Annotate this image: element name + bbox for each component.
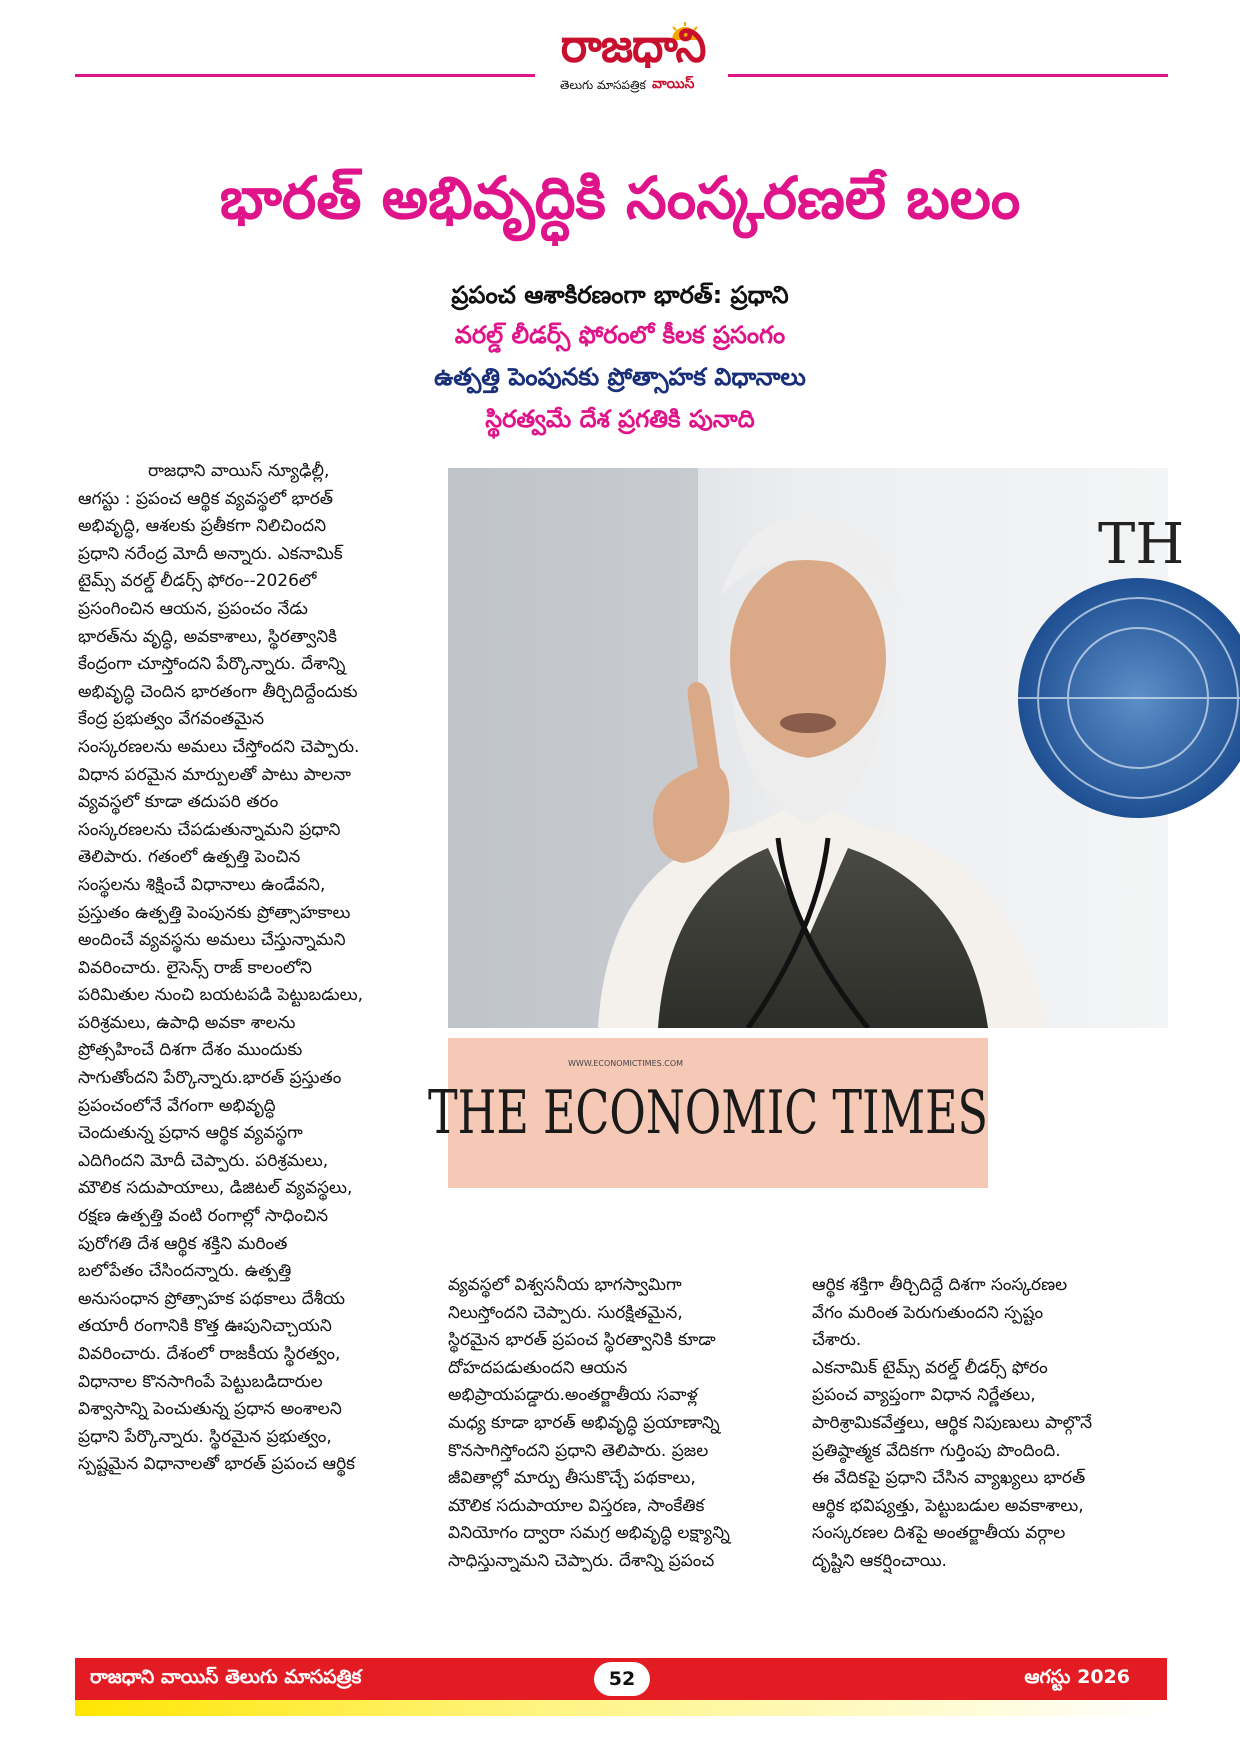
article-line: వ్యవస్థలో విశ్వసనీయ భాగస్వామిగా [448, 1275, 682, 1295]
article-line: సంస్కరణల దిశపై అంతర్జాతీయ వర్గాల [812, 1523, 1066, 1544]
article-line: అనుసంధాన ప్రోత్సాహక పథకాలు దేశీయ [78, 1288, 345, 1309]
column-1-text [78, 486, 426, 1479]
article-line: మధ్య కూడా భారత్ అభివృద్ధి ప్రయాణాన్ని [448, 1412, 720, 1433]
logo-voice: వాయిస్ [652, 76, 695, 92]
article-line: మౌలిక సదుపాయాలు, డిజిటల్ వ్యవస్థలు, [78, 1178, 353, 1199]
column-2-text [448, 1272, 798, 1576]
article-line: కేంద్ర ప్రభుత్వం వేగవంతమైన [78, 709, 265, 730]
article-line: వివరించారు. లైసెన్స్ రాజ్ కాలంలోని [78, 957, 312, 978]
article-line: సంస్కరణలను అమలు చేస్తోందని చెప్పారు. [78, 736, 360, 757]
article-line: సంస్కరణలను చేపడుతున్నామని ప్రధాని [78, 819, 341, 840]
article-column-3 [812, 1272, 1168, 1576]
article-line: పారిశ్రామికవేత్తలు, ఆర్థిక నిపుణులు పాల్గొనే [812, 1412, 1093, 1433]
banner-url: WWW.ECONOMICTIMES.COM [568, 1059, 684, 1068]
footer-accent [75, 1700, 1167, 1716]
article-line: టైమ్స్ వరల్డ్ లీడర్స్ ఫోరం--2026లో [78, 571, 317, 592]
article-line: చేశారు. [812, 1330, 862, 1351]
article-line: ప్రస్తుతం ఉత్పత్తి పెంపునకు ప్రోత్సాహకాలు [78, 902, 351, 923]
article-line: కొనసాగిస్తోందని ప్రధాని తెలిపారు. ప్రజల [448, 1440, 709, 1461]
article-line: రక్షణ ఉత్పత్తి వంటి రంగాల్లో సాధించిన [78, 1206, 329, 1227]
dateline: రాజధాని వాయిస్ న్యూఢిల్లీ, [148, 461, 330, 481]
article-line: పరిశ్రమలు, ఉపాధి అవకా శాలను [78, 1012, 296, 1033]
logo-subtitle: తెలుగు మాసపత్రిక [560, 78, 646, 92]
article-line: ఎదిగిందని మోదీ చెప్పారు. పరిశ్రమలు, [78, 1150, 329, 1171]
subhead-2: వరల్డ్ లీడర్స్ ఫోరంలో కీలక ప్రసంగం [454, 321, 786, 349]
subhead-4: స్థిరత్వమే దేశ ప్రగతికి పునాది [485, 405, 755, 433]
subhead-3: ఉత్పత్తి పెంపునకు ప్రోత్సాహక విధానాలు [434, 363, 806, 391]
article-line: పరిమితుల నుంచి బయటపడి పెట్టుబడులు, [78, 985, 364, 1006]
subhead-1: ప్రపంచ ఆశాకిరణంగా భారత్: ప్రధాని [451, 281, 789, 309]
article-line: దృష్టిని ఆకర్షించాయి. [812, 1550, 947, 1571]
headline: భారత్ అభివృద్ధికి సంస్కరణలే బలం [219, 164, 1021, 232]
article-line: బలోపేతం చేసిందన్నారు. ఉత్పత్తి [78, 1261, 292, 1282]
article-line: విధానాల కొనసాగింపే పెట్టుబడిదారుల [78, 1371, 323, 1392]
article-line: స్థిరమైన భారత్ ప్రపంచ స్థిరత్వానికి కూడా [448, 1330, 716, 1351]
masthead-rule-right [728, 74, 1168, 77]
article-line: ఈ వేదికపై ప్రధాని చేసిన వ్యాఖ్యలు భారత్ [812, 1468, 1086, 1489]
article-line: నిలుస్తోందని చెప్పారు. సురక్షితమైన, [448, 1302, 683, 1323]
article-line: ప్రధాని పేర్కొన్నారు. స్థిరమైన ప్రభుత్వం, [78, 1426, 332, 1447]
article-line: తెలిపారు. గతంలో ఉత్పత్తి పెంచిన [78, 847, 301, 868]
article-line: అందించే వ్యవస్థను అమలు చేస్తున్నామని [78, 930, 346, 951]
article-line: వ్యవస్థలో కూడా తదుపరి తరం [78, 792, 279, 813]
article-column-1 [78, 458, 426, 1479]
article-line: దోహదపడుతుందని ఆయన [448, 1357, 628, 1378]
article-line: స్పష్టమైన విధానాలతో భారత్ ప్రపంచ ఆర్థిక [78, 1454, 356, 1475]
article-line: సంస్థలను శిక్షించే విధానాలు ఉండేవని, [78, 874, 326, 895]
article-line: కేంద్రంగా చూస్తోందని పేర్కొన్నారు. దేశాన్ని [78, 654, 346, 675]
banner-text: THE ECONOMIC TIMES [428, 1078, 988, 1148]
article-line: ఎకనామిక్ టైమ్స్ వరల్డ్ లీడర్స్ ఫోరం [812, 1357, 1048, 1378]
article-line: ప్రోత్సహించే దిశగా దేశం ముందుకు [78, 1040, 303, 1061]
article-line: అభిప్రాయపడ్డారు.అంతర్జాతీయ సవాళ్ల [448, 1385, 698, 1406]
article-line: ప్రధాని నరేంద్ర మోదీ అన్నారు. ఎకనామిక్ [78, 543, 343, 564]
article-line: అభివృద్ధి చెందిన భారతంగా తీర్చిదిద్దేందుకు [78, 681, 358, 702]
article-line: పురోగతి దేశ ఆర్థిక శక్తిని మరింత [78, 1233, 288, 1254]
article-column-2 [448, 1272, 798, 1576]
page-number: 52 [594, 1662, 650, 1696]
article-line: మౌలిక సదుపాయాల విస్తరణ, సాంకేతిక [448, 1495, 705, 1516]
footer-publication: రాజధాని వాయిస్ తెలుగు మాసపత్రిక [90, 1666, 362, 1688]
article-line: ఆగస్టు : ప్రపంచ ఆర్థిక వ్యవస్థలో భారత్ [78, 488, 334, 509]
article-photo [428, 468, 1185, 1265]
article-line: వేగం మరింత పెరుగుతుందని స్పష్టం [812, 1302, 1044, 1323]
article-line: చెందుతున్న ప్రధాన ఆర్థిక వ్యవస్థగా [78, 1123, 303, 1144]
article-line: తయారీ రంగానికి కొత్త ఊపునిచ్చాయని [78, 1316, 332, 1337]
column-3-text [812, 1272, 1168, 1576]
article-line: ప్రతిష్ఠాత్మక వేదికగా గుర్తింపు పొందింది. [812, 1440, 1061, 1461]
article-line: ప్రపంచంలోనే వేగంగా అభివృద్ధి [78, 1095, 276, 1116]
masthead-rule-left [75, 74, 535, 77]
article-line: విధాన పరమైన మార్పులతో పాటు పాలనా [78, 764, 351, 785]
footer-date: ఆగస్టు 2026 [1024, 1666, 1130, 1688]
article-line: వినియోగం ద్వారా సమగ్ర అభివృద్ధి లక్ష్యాన్ని [448, 1523, 730, 1544]
article-line: ఆర్థిక శక్తిగా తీర్చిదిద్దే దిశగా సంస్కరణల [812, 1275, 1068, 1295]
article-line: సాధిస్తున్నామని చెప్పారు. దేశాన్ని ప్రపంచ [448, 1550, 715, 1571]
article-line: ప్రసంగించిన ఆయన, ప్రపంచం నేడు [78, 598, 308, 619]
article-line: జీవితాల్లో మార్పు తీసుకొచ్చే పథకాలు, [448, 1468, 696, 1489]
article-line: ఆర్థిక భవిష్యత్తు, పెట్టుబడుల అవకాశాలు, [812, 1495, 1084, 1516]
article-line: ప్రపంచ వ్యాప్తంగా విధాన నిర్ణేతలు, [812, 1385, 1036, 1406]
masthead-logo[interactable] [548, 19, 718, 108]
article-line: భారత్‌ను వృద్ధి, అవకాశాలు, స్థిరత్వానికి [78, 626, 338, 647]
logo-wordmark: రాజధాని [560, 19, 706, 74]
article-line: అభివృద్ధి, ఆశలకు ప్రతీకగా నిలిచిందని [78, 516, 327, 537]
article-line: వివరించారు. దేశంలో రాజకీయ స్థిరత్వం, [78, 1344, 341, 1364]
speaker-photo-illustration [428, 468, 1185, 1265]
article-line: విశ్వాసాన్ని పెంచుతున్న ప్రధాన అంశాలని [78, 1399, 342, 1420]
article-line: సాగుతోందని పేర్కొన్నారు.భారత్ ప్రస్తుతం [78, 1068, 342, 1089]
backdrop-text: TH [1098, 512, 1185, 577]
